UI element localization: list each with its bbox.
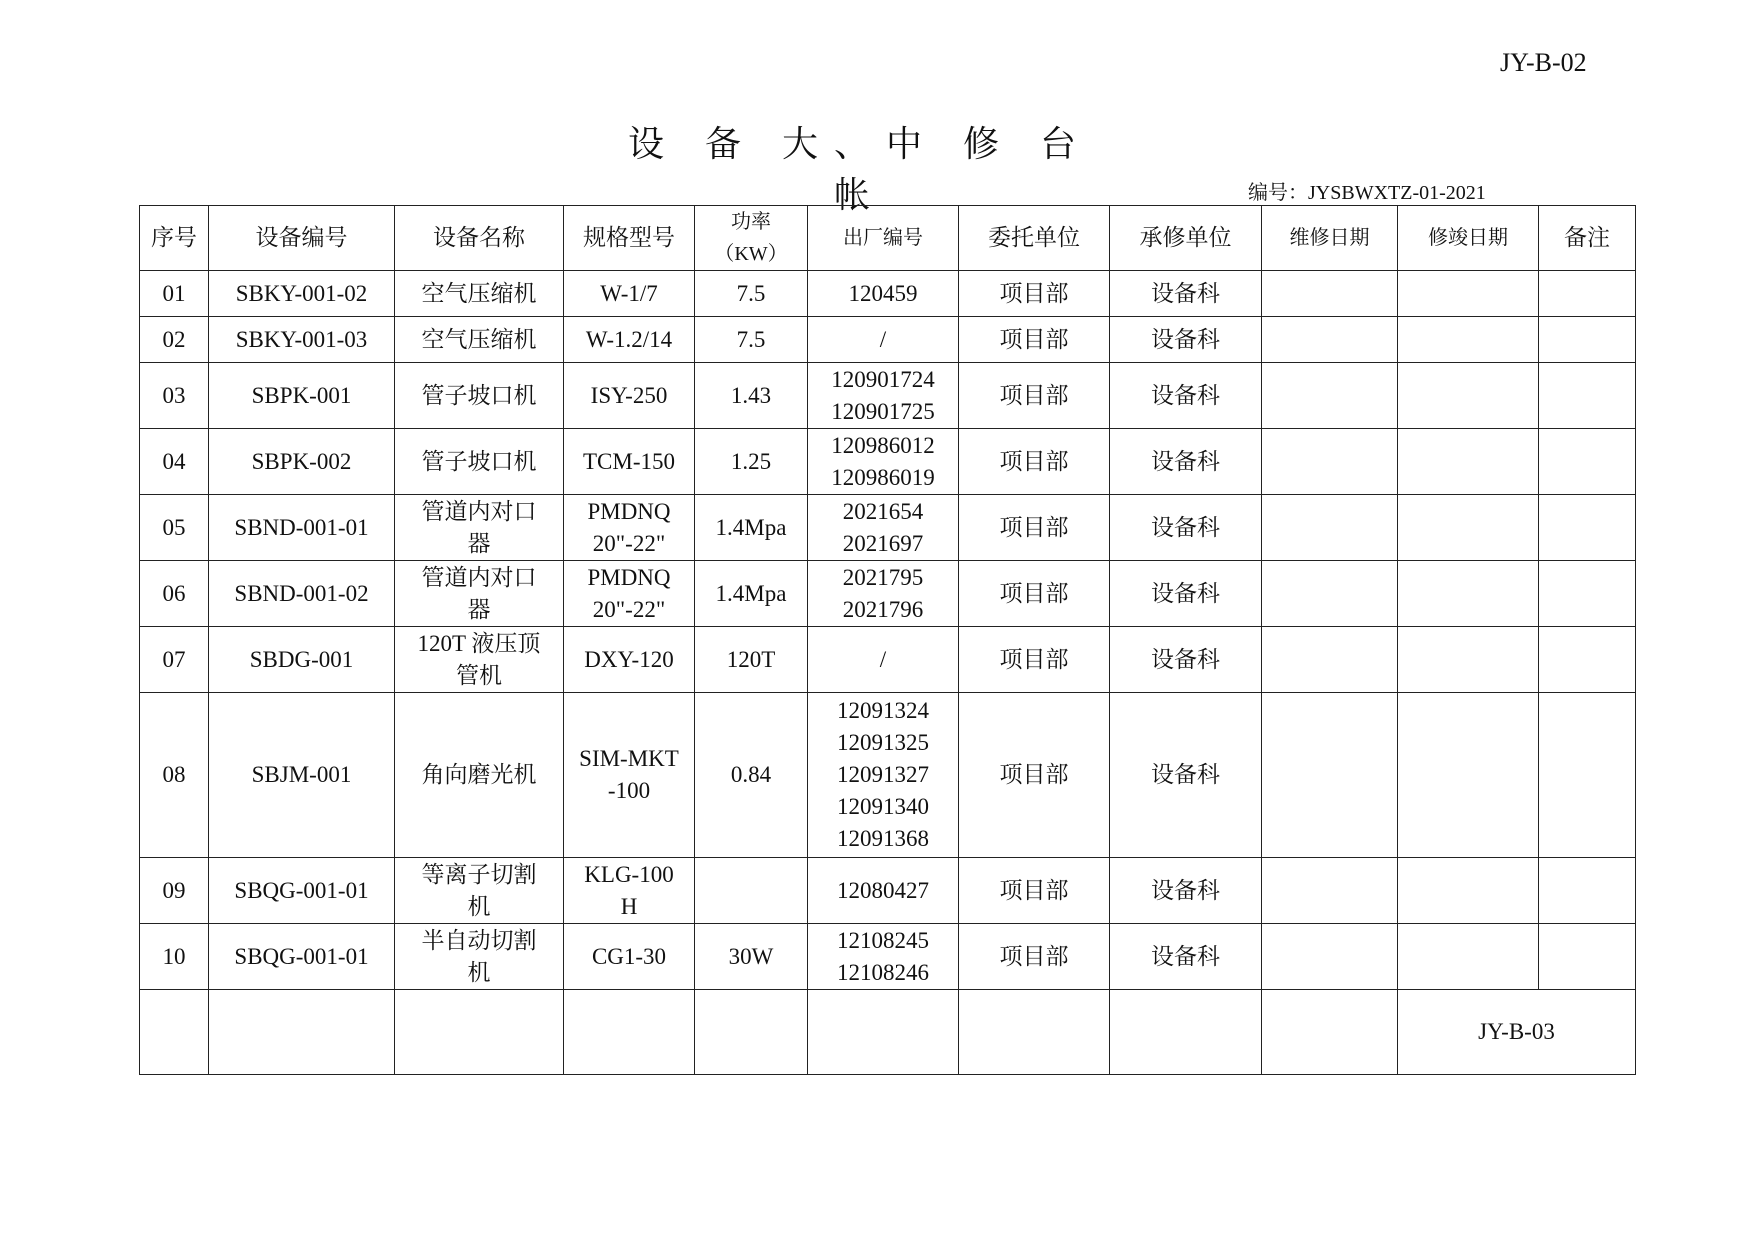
equipment-name-cell-line: 管道内对口 (421, 498, 537, 524)
client-unit-cell: 项目部 (959, 429, 1110, 495)
serial-number-cell-line: 120901724 (831, 366, 935, 392)
remark-cell (1539, 429, 1636, 495)
serial-number-cell-line: 12091324 (837, 698, 929, 723)
repair-unit-cell: 设备科 (1110, 858, 1262, 924)
footer-code: JY-B-03 (1398, 990, 1636, 1075)
serial-number-cell-line: 120986019 (831, 464, 935, 490)
seq-cell: 04 (140, 429, 209, 495)
serial-number-cell-line: 12108245 (837, 927, 929, 953)
table-row (140, 363, 1636, 429)
seq-cell: 06 (140, 561, 209, 627)
client-unit-cell: 项目部 (959, 561, 1110, 627)
equipment-name-cell-line: 管子坡口机 (421, 448, 537, 474)
seq-cell: 07 (140, 627, 209, 693)
table-row (140, 627, 1636, 693)
equipment-name-cell-line: 机 (467, 959, 491, 985)
equipment-name-cell (395, 429, 564, 495)
repair-date-cell (1262, 495, 1398, 561)
table-row (140, 858, 1636, 924)
equipment-name-cell-line: 空气压缩机 (421, 280, 537, 306)
model-cell (564, 429, 695, 495)
model-cell (564, 495, 695, 561)
client-unit-cell: 项目部 (959, 693, 1110, 858)
equipment-name-cell-line: 器 (467, 530, 491, 556)
model-cell-line: DXY-120 (584, 646, 674, 672)
repair-unit-cell: 设备科 (1110, 693, 1262, 858)
model-cell-line: PMDNQ (587, 564, 671, 590)
equipment-name-cell (395, 317, 564, 363)
client-unit-cell: 项目部 (959, 495, 1110, 561)
equipment-number-cell: SBND-001-01 (209, 495, 395, 561)
header-power (695, 206, 808, 271)
page-title: 设 备 大、中 修 台 帐 (627, 124, 1092, 215)
serial-number-cell-line: 12091325 (837, 730, 929, 755)
power-cell: 1.25 (695, 429, 808, 495)
remark-cell (1539, 271, 1636, 317)
serial-number-cell (808, 363, 959, 429)
model-cell (564, 693, 695, 858)
equipment-name-cell-line: 机 (467, 893, 491, 919)
model-cell-line: ISY-250 (590, 382, 668, 408)
completion-date-cell (1398, 271, 1539, 317)
serial-number-cell-line: 2021795 (842, 564, 924, 590)
repair-date-cell (1262, 429, 1398, 495)
equipment-name-cell (395, 495, 564, 561)
serial-number-cell-line: 2021697 (842, 530, 924, 556)
serial-number-cell (808, 924, 959, 990)
model-cell-line: TCM-150 (583, 448, 675, 474)
completion-date-cell (1398, 693, 1539, 858)
header-row (140, 206, 1636, 271)
equipment-name-cell-line: 器 (467, 596, 491, 622)
serial-number-cell (808, 271, 959, 317)
model-cell-line: W-1/7 (600, 280, 658, 306)
header-equipment-number: 设备编号 (209, 206, 395, 271)
table-row (140, 495, 1636, 561)
remark-cell (1539, 627, 1636, 693)
model-cell (564, 317, 695, 363)
table-row (140, 924, 1636, 990)
repair-ledger-table (139, 205, 1636, 1075)
table-row (140, 271, 1636, 317)
completion-date-cell (1398, 924, 1539, 990)
model-cell-line: 20"-22" (592, 530, 666, 556)
model-cell-line: 20"-22" (592, 596, 666, 622)
equipment-number-cell: SBKY-001-02 (209, 271, 395, 317)
completion-date-cell (1398, 561, 1539, 627)
serial-number-cell-line: 120901725 (831, 398, 935, 424)
equipment-number-cell: SBND-001-02 (209, 561, 395, 627)
model-cell-line: W-1.2/14 (585, 326, 673, 352)
remark-cell (1539, 693, 1636, 858)
repair-date-cell (1262, 627, 1398, 693)
equipment-name-cell (395, 561, 564, 627)
table-row (140, 561, 1636, 627)
table-cell (959, 990, 1110, 1075)
model-cell (564, 271, 695, 317)
table-cell (209, 990, 395, 1075)
completion-date-cell (1398, 495, 1539, 561)
equipment-name-cell (395, 363, 564, 429)
equipment-name-cell-line: 角向磨光机 (421, 762, 537, 787)
equipment-number-cell: SBKY-001-03 (209, 317, 395, 363)
equipment-name-cell (395, 924, 564, 990)
equipment-name-cell-line: 管道内对口 (421, 564, 537, 590)
repair-date-cell (1262, 924, 1398, 990)
serial-number-cell (808, 627, 959, 693)
serial-number-cell-line: 12091327 (837, 762, 929, 787)
power-cell: 7.5 (695, 317, 808, 363)
document-number: 编号：JYSBWXTZ-01-2021 (1248, 182, 1486, 204)
table-row (140, 429, 1636, 495)
table-cell (140, 990, 209, 1075)
model-cell-line: KLG-100 (584, 861, 674, 887)
repair-unit-cell: 设备科 (1110, 924, 1262, 990)
equipment-number-cell: SBQG-001-01 (209, 858, 395, 924)
client-unit-cell: 项目部 (959, 317, 1110, 363)
serial-number-cell (808, 495, 959, 561)
model-cell (564, 363, 695, 429)
serial-number-cell (808, 858, 959, 924)
header-power-label: 功率 (731, 211, 771, 233)
equipment-number-cell: SBJM-001 (209, 693, 395, 858)
power-cell: 1.4Mpa (695, 561, 808, 627)
seq-cell: 03 (140, 363, 209, 429)
model-cell (564, 561, 695, 627)
repair-date-cell (1262, 317, 1398, 363)
equipment-name-cell-line: 半自动切割 (421, 927, 537, 953)
equipment-name-cell-line: 空气压缩机 (421, 326, 537, 352)
serial-number-cell-line: 12091368 (837, 826, 929, 851)
header-completion-date: 修竣日期 (1398, 206, 1539, 271)
completion-date-cell (1398, 429, 1539, 495)
repair-date-cell (1262, 693, 1398, 858)
table-cell (1110, 990, 1262, 1075)
remark-cell (1539, 858, 1636, 924)
table-cell (395, 990, 564, 1075)
serial-number-cell-line: 12080427 (837, 877, 929, 903)
serial-number-cell (808, 429, 959, 495)
empty-footer-row (140, 990, 1636, 1075)
table-cell (695, 990, 808, 1075)
serial-number-cell-line: / (879, 646, 887, 672)
model-cell (564, 627, 695, 693)
header-seq: 序号 (140, 206, 209, 271)
completion-date-cell (1398, 858, 1539, 924)
serial-number-cell-line: / (879, 326, 887, 352)
model-cell-line: SIM-MKT (579, 746, 679, 771)
table-cell (808, 990, 959, 1075)
serial-number-cell (808, 693, 959, 858)
equipment-number-cell: SBPK-002 (209, 429, 395, 495)
serial-number-cell (808, 317, 959, 363)
seq-cell: 05 (140, 495, 209, 561)
power-cell: 0.84 (695, 693, 808, 858)
repair-unit-cell: 设备科 (1110, 627, 1262, 693)
power-cell (695, 858, 808, 924)
repair-unit-cell: 设备科 (1110, 317, 1262, 363)
serial-number-cell-line: 12091340 (837, 794, 929, 819)
client-unit-cell: 项目部 (959, 271, 1110, 317)
document-code: JY-B-02 (1500, 48, 1587, 77)
equipment-name-cell (395, 271, 564, 317)
completion-date-cell (1398, 363, 1539, 429)
repair-date-cell (1262, 363, 1398, 429)
table-cell (1262, 990, 1398, 1075)
equipment-number-cell: SBDG-001 (209, 627, 395, 693)
serial-number-cell-line: 2021796 (842, 596, 924, 622)
client-unit-cell: 项目部 (959, 924, 1110, 990)
client-unit-cell: 项目部 (959, 627, 1110, 693)
model-cell (564, 858, 695, 924)
completion-date-cell (1398, 627, 1539, 693)
equipment-name-cell (395, 858, 564, 924)
remark-cell (1539, 924, 1636, 990)
repair-unit-cell: 设备科 (1110, 363, 1262, 429)
remark-cell (1539, 495, 1636, 561)
equipment-name-cell (395, 693, 564, 858)
repair-date-cell (1262, 271, 1398, 317)
repair-unit-cell: 设备科 (1110, 271, 1262, 317)
serial-number-cell-line: 12108246 (837, 959, 929, 985)
seq-cell: 10 (140, 924, 209, 990)
model-cell (564, 924, 695, 990)
header-power-unit: （KW） (714, 243, 788, 265)
model-cell-line: PMDNQ (587, 498, 671, 524)
client-unit-cell: 项目部 (959, 858, 1110, 924)
remark-cell (1539, 363, 1636, 429)
power-cell: 30W (695, 924, 808, 990)
header-equipment-name: 设备名称 (395, 206, 564, 271)
header-model: 规格型号 (564, 206, 695, 271)
model-cell-line: H (620, 893, 638, 919)
header-repair-date: 维修日期 (1262, 206, 1398, 271)
power-cell: 7.5 (695, 271, 808, 317)
seq-cell: 02 (140, 317, 209, 363)
model-cell-line: CG1-30 (591, 943, 667, 969)
header-remark: 备注 (1539, 206, 1636, 271)
repair-unit-cell: 设备科 (1110, 495, 1262, 561)
seq-cell: 01 (140, 271, 209, 317)
completion-date-cell (1398, 317, 1539, 363)
serial-number-cell-line: 120459 (848, 280, 918, 306)
power-cell: 120T (695, 627, 808, 693)
equipment-name-cell-line: 120T 液压顶 (417, 630, 541, 656)
power-cell: 1.43 (695, 363, 808, 429)
equipment-number-cell: SBPK-001 (209, 363, 395, 429)
serial-number-cell-line: 120986012 (831, 432, 935, 458)
table-row (140, 317, 1636, 363)
remark-cell (1539, 561, 1636, 627)
equipment-name-cell-line: 管子坡口机 (421, 382, 537, 408)
client-unit-cell: 项目部 (959, 363, 1110, 429)
header-client-unit: 委托单位 (959, 206, 1110, 271)
power-cell: 1.4Mpa (695, 495, 808, 561)
equipment-name-cell-line: 管机 (456, 662, 502, 688)
header-repair-unit: 承修单位 (1110, 206, 1262, 271)
table-cell (564, 990, 695, 1075)
remark-cell (1539, 317, 1636, 363)
serial-number-cell (808, 561, 959, 627)
serial-number-cell-line: 2021654 (842, 498, 924, 524)
model-cell-line: -100 (607, 778, 651, 803)
header-serial-number: 出厂编号 (808, 206, 959, 271)
repair-date-cell (1262, 858, 1398, 924)
repair-unit-cell: 设备科 (1110, 561, 1262, 627)
seq-cell: 09 (140, 858, 209, 924)
equipment-name-cell (395, 627, 564, 693)
table-row (140, 693, 1636, 858)
seq-cell: 08 (140, 693, 209, 858)
repair-unit-cell: 设备科 (1110, 429, 1262, 495)
repair-date-cell (1262, 561, 1398, 627)
equipment-name-cell-line: 等离子切割 (421, 861, 537, 887)
equipment-number-cell: SBQG-001-01 (209, 924, 395, 990)
